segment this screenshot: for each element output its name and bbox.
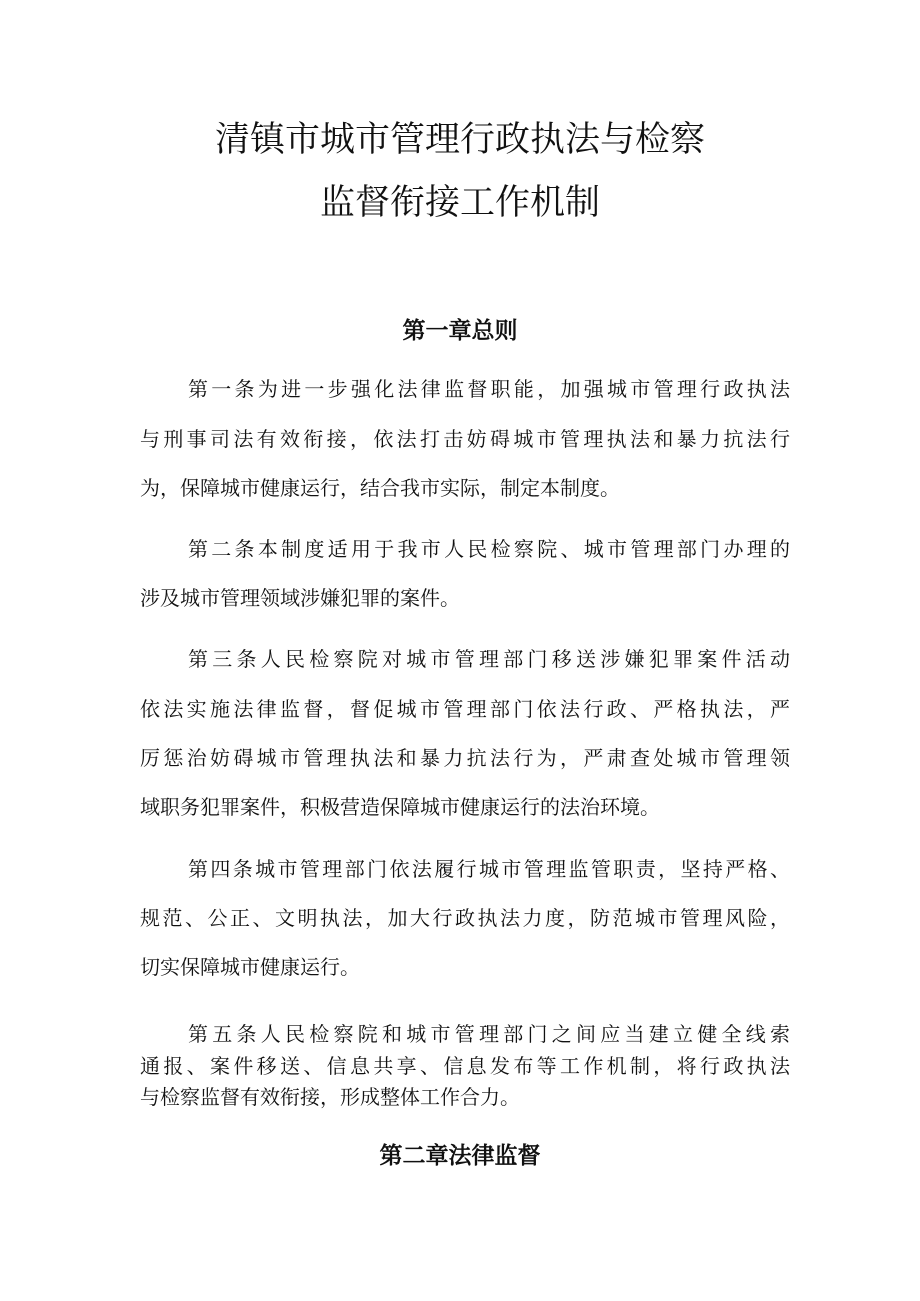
article-5-line: 通报、案件移送、信息共享、信息发布等工作机制，将行政执法	[140, 1054, 790, 1078]
document-title-line-1: 清镇市城市管理行政执法与检察	[214, 120, 705, 160]
article-3-line: 厉惩治妨碍城市管理执法和暴力抗法行为，严肃查处城市管理领	[140, 746, 790, 770]
document-title-line-2: 监督衔接工作机制	[319, 183, 600, 223]
article-5-line: 与检察监督有效衔接，形成整体工作合力。	[140, 1085, 520, 1109]
article-4-line: 规范、公正、文明执法，加大行政执法力度，防范城市管理风险，	[140, 906, 790, 930]
article-1-line: 与刑事司法有效衔接，依法打击妨碍城市管理执法和暴力抗法行	[140, 427, 790, 451]
chapter-heading-2: 第二章法律监督	[379, 1143, 541, 1169]
article-1-line: 第一条为进一步强化法律监督职能，加强城市管理行政执法	[188, 377, 790, 401]
article-2-line: 涉及城市管理领域涉嫌犯罪的案件。	[140, 586, 460, 610]
article-3-line: 依法实施法律监督，督促城市管理部门依法行政、严格执法，严	[140, 697, 790, 721]
chapter-heading-1: 第一章总则	[402, 318, 518, 344]
article-5-line: 第五条人民检察院和城市管理部门之间应当建立健全线索	[188, 1022, 790, 1046]
article-3-line: 域职务犯罪案件，积极营造保障城市健康运行的法治环境。	[140, 795, 660, 819]
article-3-line: 第三条人民检察院对城市管理部门移送涉嫌犯罪案件活动	[188, 647, 790, 671]
article-1-line: 为，保障城市健康运行，结合我市实际，制定本制度。	[140, 476, 620, 500]
article-4-line: 切实保障城市健康运行。	[140, 955, 360, 979]
article-2-line: 第二条本制度适用于我市人民检察院、城市管理部门办理的	[188, 537, 790, 561]
article-4-line: 第四条城市管理部门依法履行城市管理监管职责，坚持严格、	[188, 857, 790, 881]
